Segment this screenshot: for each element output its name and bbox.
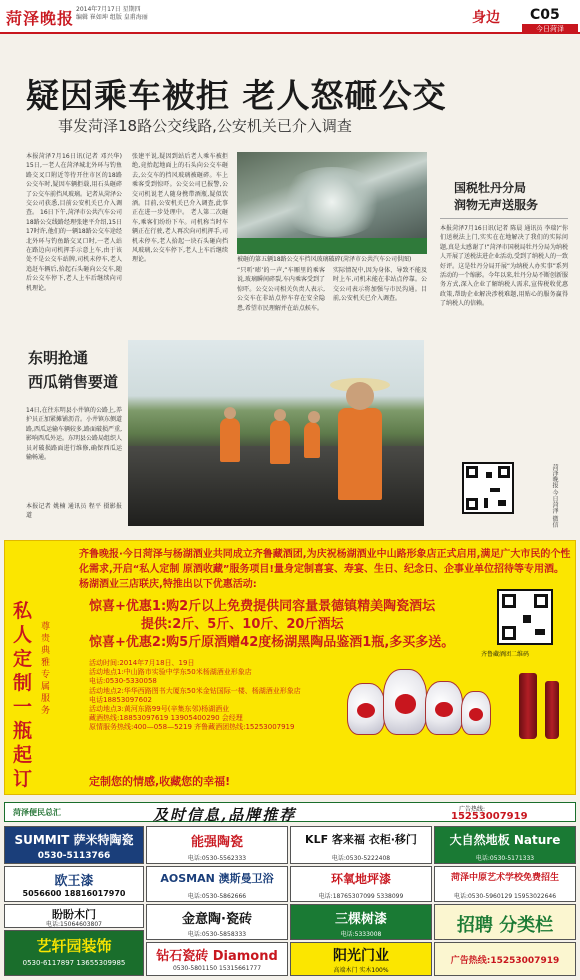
liquor-bottle [519, 673, 537, 739]
ad-info-line: 电话18853097602 [89, 695, 152, 704]
porcelain-jar [425, 681, 463, 735]
classified-recruitment [434, 904, 576, 940]
main-subhead: 事发菏泽18路公交线路,公安机关已介入调查 [58, 117, 352, 135]
ad-phone: 5056600 18816017970 [22, 889, 126, 898]
ad-brand: 三棵树漆 [334, 912, 387, 927]
ad-phone: 0530-6117897 13655309985 [22, 959, 126, 967]
porcelain-jar [461, 691, 491, 735]
editor-credit: 编辑 崔如坤 [76, 14, 108, 21]
ad-info-line: 原情服务热线:400—058—5219 齐鲁藏酒团热线:15253007919 [89, 723, 295, 732]
classified-ad [290, 866, 432, 902]
sidebar-title [454, 180, 538, 214]
porcelain-jar [383, 669, 427, 735]
ad-brand: 钻石瓷砖 Diamond [156, 949, 278, 964]
classified-header [4, 802, 576, 822]
dongming-body: 14日,在往东明县小井镇的公路上,养护员正加紧摊铺沥青。小井镇东侧道路,西瓜运输车辆较多,路面破损严重,影响西瓜外运。东明县公路局组织人员对破损路面进行维修,确保西瓜运输畅通。 [26, 407, 122, 462]
worker-figure-foreground [338, 408, 382, 500]
photo-caption: 被砸的第五辆18路公交车挡风玻璃破碎(菏泽市公共汽车公司供图) [237, 256, 412, 263]
classified-ad [146, 904, 288, 940]
ad-slogan: 定制您的情感,收藏您的幸福! [89, 775, 231, 788]
classified-hotline [434, 942, 576, 976]
hotline-number: 15253007919 [451, 811, 528, 822]
wechat-qr-code [462, 462, 514, 514]
worker-figure [270, 420, 290, 464]
ad-phone: 0530-5801150 15315661777 [172, 965, 262, 972]
issue-meta [76, 6, 148, 22]
windshield-crack [277, 167, 387, 237]
classified-ad [146, 866, 288, 902]
ad-vertical-slogan: 私人定制一瓶起订 [13, 600, 33, 790]
ad-info-line: 活动时间:2014年7月18日、19日 [89, 659, 195, 667]
ad-promo-2: 惊喜+优惠2:购5斤原酒赠42度杨湖黑陶品鉴酒1瓶,多买多送。 [89, 635, 455, 650]
classified-ad [4, 930, 144, 976]
dongming-title-line1: 东明抢通 [28, 349, 89, 367]
ad-brand: 金意陶·瓷砖 [182, 912, 252, 927]
ad-brand: 菏泽中原艺术学校免费招生 [450, 873, 559, 883]
section-name: 身边 [472, 10, 500, 26]
ad-phone: 电话:0530-5960129 15953022646 [453, 893, 557, 900]
issue-date: 2014年7月17日 星期四 [76, 6, 141, 13]
recruit-title: 招聘 分类栏 [456, 915, 554, 936]
liquor-advertisement [4, 540, 576, 795]
article-column-1: 本报菏泽7月16日讯(记者 邓兴华) 15日,一老人在菏泽城北外环与钓鱼路交叉口附近等待开往市区的18路公交车时,疑因车辆拒载,用石头砸碎了公交车前挡风玻璃。记者从菏泽公交公司获悉,目前公安机关已介入调查。 16日下午,菏泽市公共汽车公司18路公交线路经理张建平介绍,15日17时许,他们的一辆18路公交车途经北外环与钓鱼路交叉口时,一老人站在路边向司机挥手示意上车,由于该处不是公交车站牌,司机未停车,老人追赶车辆后,拾起石头砸向公交车,随后公交车停下,老人上车后继续向司机理论。 [26, 153, 122, 292]
worker-figure [220, 418, 240, 462]
road-repair-photo [128, 340, 424, 526]
ad-phone: 电话:0530-5222408 [331, 855, 391, 862]
ad-phone: 电话:0530-5862666 [187, 893, 247, 900]
ad-brand: 环氧地坪漆 [330, 872, 391, 886]
article-column-3: “只听‘嘭’的一声,”车厢里的乘客说,玻璃瞬间碎裂,车内乘客受到了惊吓。公交公司相关负责人表示,公交车在非站点停车存在安全隐患,希望市民理解并在站点候车。 [237, 267, 325, 312]
dongming-title-line2: 西瓜销售要道 [28, 373, 119, 391]
layout-credit: 组版 皇甫海丽 [109, 14, 148, 21]
ad-info-line: 活动地点1:中山路市实验中学东50米杨湖酒业形象店 [89, 668, 252, 677]
bus-body [237, 238, 427, 254]
classified-ad [146, 942, 288, 976]
section-code: C05 [530, 7, 560, 23]
classified-ad [4, 904, 144, 928]
dongming-title [28, 346, 118, 394]
ad-brand: 大自然地板 Nature [449, 833, 561, 847]
main-headline: 疑因乘车被拒 老人怒砸公交 [26, 76, 447, 115]
dongming-credit: 本报记者 姚楠 通讯员 程平 摄影报道 [26, 503, 122, 520]
classified-ad [290, 942, 432, 976]
ad-brand: 盼盼木门 [52, 908, 96, 921]
classified-ad [290, 904, 432, 940]
classified-title: 及时信息,品牌推荐 [153, 806, 297, 824]
hotline-text: 广告热线:15253007919 [450, 956, 560, 966]
hotline-label: 广告热线: [459, 806, 486, 813]
page-header [0, 0, 580, 34]
porcelain-jar [347, 683, 385, 735]
sidebar-title-line1: 国税牡丹分局 [454, 181, 527, 195]
ad-qr-caption: 齐鲁藏酒团二维码 [481, 651, 530, 658]
qr-caption: 菏泽晚报 今日菏泽 微信 [551, 464, 558, 528]
newspaper-logo: 菏泽晚报 [6, 9, 75, 28]
ad-info-line: 电话:0530-5330058 [89, 677, 157, 686]
ad-phone: 电话:0530-5171333 [475, 855, 535, 862]
ad-phone: 电话:0530-5562333 [187, 855, 247, 862]
ad-vertical-subslogan: 尊贵典雅 专属服务 [41, 622, 51, 716]
ad-qr-code [497, 589, 553, 645]
ad-phone: 电话:0530-5858333 [187, 931, 247, 938]
classified-ad [290, 826, 432, 864]
ad-intro: 齐鲁晚报·今日菏泽与杨湖酒业共同成立齐鲁藏酒团,为庆祝杨湖酒业中山路形象店正式启用,满足广大市民的个性化需求,开启“私人定制 原酒收藏”服务项目!量身定制喜宴、寿宴、生日、纪念日、企事业单位招待等专用酒。杨湖酒业三店联庆,特推出以下优惠活动: [79, 549, 571, 590]
ad-promo-1: 惊喜+优惠1:购2斤以上免费提供同容量景德镇精美陶瓷酒坛 [89, 599, 436, 614]
section-tab: 今日菏泽 [522, 24, 578, 34]
ad-phone: 电话:18765307099 5338099 [318, 893, 404, 900]
ad-info-line: 活动地点2:华华西路图书大厦东50米金钻国际一楼、杨湖酒业形象店 [89, 686, 301, 695]
ad-info-line: 藏酒热线:18853097619 13905400290 会经理 [89, 714, 243, 723]
ad-phone: 0530-5113766 [37, 851, 111, 861]
sidebar-title-line2: 润物无声送服务 [454, 198, 539, 212]
ad-promo-1b: 提供:2斤、5斤、10斤、20斤酒坛 [141, 617, 344, 632]
classified-ad [434, 826, 576, 864]
article-column-2: 张建平说,疑因到站后老人乘车被拒绝,竟抬起地面上的石头向公交车砸去,公交车的挡风玻璃被砸碎。车上乘客受到惊吓。公交公司已报警,公交司机说老人随身携带酒瓶,疑似饮酒。目前,公安机关已介入调查,此事正在进一步处理中。 老人第二次砸车,乘客们纷纷下车。司机称当时车辆正在行驶,老人再次向司机挥手,司机未停车,老人拾起一块石头砸向挡风玻璃,公交车停下,老人上车后继续理论。 [132, 153, 228, 264]
ad-brand: 阳光门业 [333, 948, 389, 964]
sidebar-body: 本报菏泽7月16日讯(记者 陈晨 通讯员 李瑞)“你们送税法上门,实实在在地解决了我们的实际问题,真是太感谢了!”菏泽市国税局牡丹分局为纳税人开展了送税法进企业活动,受到了纳税人的一致好评。这是牡丹分局开展“为纳税人办实事”系列活动的一个缩影。今年以来,牡丹分局不断创新服务方式,深入企业了解纳税人需求,宣传税收优惠政策,帮助企业解决涉税难题,用贴心的服务赢得了纳税人的信赖。 [440, 225, 568, 308]
smashed-windshield-photo [237, 152, 427, 254]
ad-phone: 电话:5333008 [340, 931, 382, 938]
ad-brand: 能强陶瓷 [190, 835, 243, 850]
ad-brand: 艺轩园装饰 [36, 937, 112, 955]
liquor-bottle [545, 681, 559, 739]
worker-figure [304, 422, 320, 458]
ad-brand: 欧王漆 [54, 874, 94, 889]
ad-brand: SUMMIT 萨米特陶瓷 [14, 833, 134, 847]
classified-ad [4, 826, 144, 864]
sidebar-divider [440, 218, 568, 219]
ad-brand: AOSMAN 澳斯曼卫浴 [160, 872, 274, 885]
classified-label: 菏泽便民总汇 [13, 808, 61, 817]
ad-phone: 电话:15064603807 [45, 921, 102, 928]
classified-ad [434, 866, 576, 902]
ad-info-line: 活动地点3:黄河东路99号(辛集东邻)杨湖酒业 [89, 705, 230, 714]
ad-phone: 高端木门 实木100% [333, 967, 389, 974]
article-column-4: 实际情况中,因为身体、导致不能及时上车,司机未能在非站点停靠。公交公司表示将加强与市民沟通。目前,公安机关已介入调查。 [333, 267, 427, 303]
classified-ad [146, 826, 288, 864]
classified-ad [4, 866, 144, 902]
ad-brand: KLF 客来福 衣柜·移门 [305, 833, 417, 846]
